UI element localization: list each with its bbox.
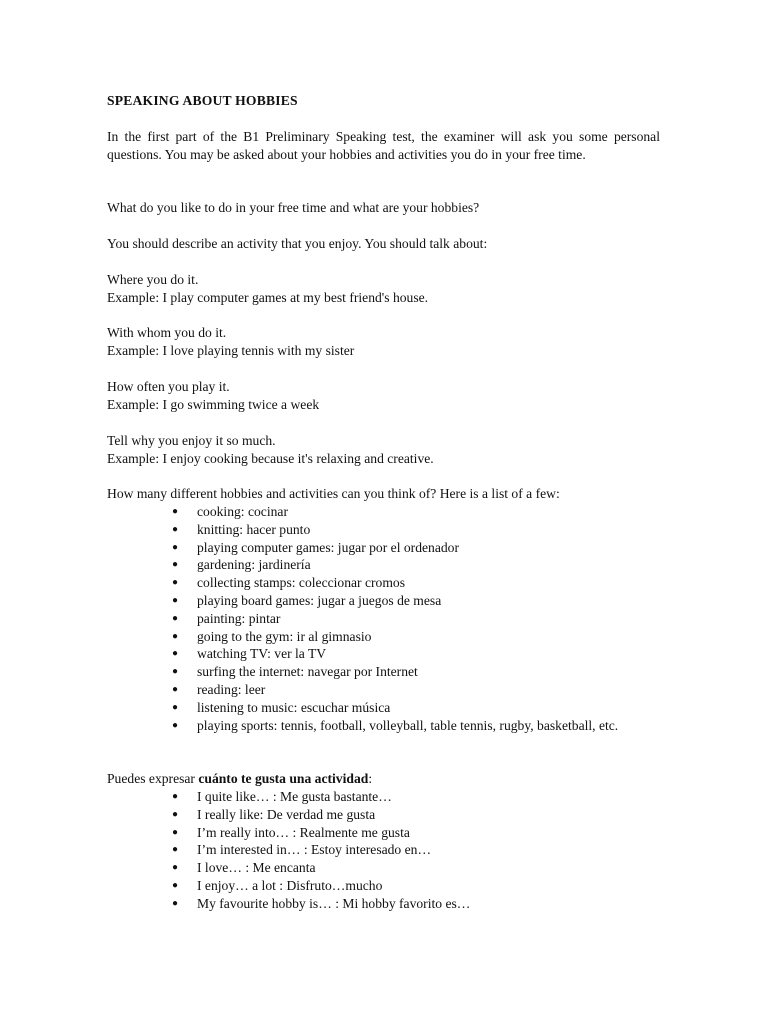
list-item: ● I’m really into… : Realmente me gusta [172, 824, 410, 840]
point-example: Example: I love playing tennis with my sister [107, 342, 355, 358]
bullet-icon: ● [172, 666, 179, 678]
bullet-icon: ● [172, 523, 179, 535]
bullet-icon: ● [172, 897, 179, 909]
bullet-icon: ● [172, 862, 179, 874]
bullet-icon: ● [172, 683, 179, 695]
list-item: ● collecting stamps: coleccionar cromos [172, 575, 405, 591]
point-heading: Tell why you enjoy it so much. [107, 433, 276, 448]
list-item: ● I quite like… : Me gusta bastante… [172, 789, 392, 804]
page-title: SPEAKING ABOUT HOBBIES [107, 93, 298, 108]
list-item: ● cooking: cocinar [172, 504, 288, 519]
point-how-often [107, 378, 660, 414]
point-why [107, 432, 660, 468]
bullet-icon: ● [172, 701, 179, 713]
bullet-icon: ● [172, 612, 179, 624]
expressions-intro-prefix: Puedes expresar [107, 771, 199, 786]
expressions-intro-suffix: : [368, 771, 373, 786]
point-example: Example: I go swimming twice a week [107, 396, 320, 412]
hobbies-list [0, 503, 660, 734]
question-paragraph: What do you like to do in your free time and what are your hobbies? [107, 200, 480, 215]
list-item: ● listening to music: escuchar música [172, 699, 391, 715]
bullet-icon: ● [172, 594, 179, 606]
list-item: ● I love… : Me encanta [172, 860, 316, 876]
point-example: Example: I play computer games at my best friend's house. [107, 289, 429, 305]
bullet-icon: ● [172, 648, 179, 660]
bullet-icon: ● [172, 506, 179, 517]
bullet-icon: ● [172, 844, 179, 856]
list-item: ● I’m interested in… : Estoy interesado en… [172, 842, 432, 858]
point-example: Example: I enjoy cooking because it's relaxing and creative. [107, 450, 434, 466]
list-item: ● playing sports: tennis, football, volleyball, table tennis, rugby, basketball, etc. [172, 717, 619, 733]
bullet-icon: ● [172, 879, 179, 891]
list-item: ● watching TV: ver la TV [172, 646, 327, 662]
bullet-icon: ● [172, 826, 179, 838]
expressions-intro [107, 770, 660, 788]
point-heading: Where you do it. [107, 272, 199, 287]
point-heading: With whom you do it. [107, 325, 227, 340]
list-item: ● going to the gym: ir al gimnasio [172, 628, 372, 644]
list-item: ● painting: pintar [172, 610, 281, 626]
intro-paragraph: In the first part of the B1 Preliminary Speaking test, the examiner will ask you some personal questions. You may be asked about your hobbies and activities you do in your free time. [107, 129, 660, 162]
bullet-icon: ● [172, 719, 179, 731]
list-item: ● My favourite hobby is… : Mi hobby favorito es… [172, 895, 471, 911]
list-item: ● playing computer games: jugar por el ordenador [172, 539, 459, 555]
instruction-paragraph: You should describe an activity that you enjoy. You should talk about: [107, 236, 488, 251]
point-where [107, 271, 660, 307]
point-with-whom [107, 324, 660, 360]
point-heading: How often you play it. [107, 379, 230, 394]
list-item: ● playing board games: jugar a juegos de mesa [172, 592, 442, 608]
list-item: ● surfing the internet: navegar por Internet [172, 664, 418, 680]
list-item: ● gardening: jardinería [172, 557, 311, 573]
hobbies-intro: How many different hobbies and activities can you think of? Here is a list of a few: [107, 486, 560, 501]
bullet-icon: ● [172, 808, 179, 820]
list-item: ● I really like: De verdad me gusta [172, 806, 376, 822]
bullet-icon: ● [172, 577, 179, 589]
bullet-icon: ● [172, 791, 179, 802]
expressions-list [0, 788, 660, 913]
list-item: ● knitting: hacer punto [172, 521, 311, 537]
bullet-icon: ● [172, 559, 179, 571]
list-item: ● reading: leer [172, 681, 266, 697]
bullet-icon: ● [172, 541, 179, 553]
bullet-icon: ● [172, 630, 179, 642]
list-item: ● I enjoy… a lot : Disfruto…mucho [172, 877, 383, 893]
expressions-intro-bold: cuánto te gusta una actividad [198, 771, 369, 786]
